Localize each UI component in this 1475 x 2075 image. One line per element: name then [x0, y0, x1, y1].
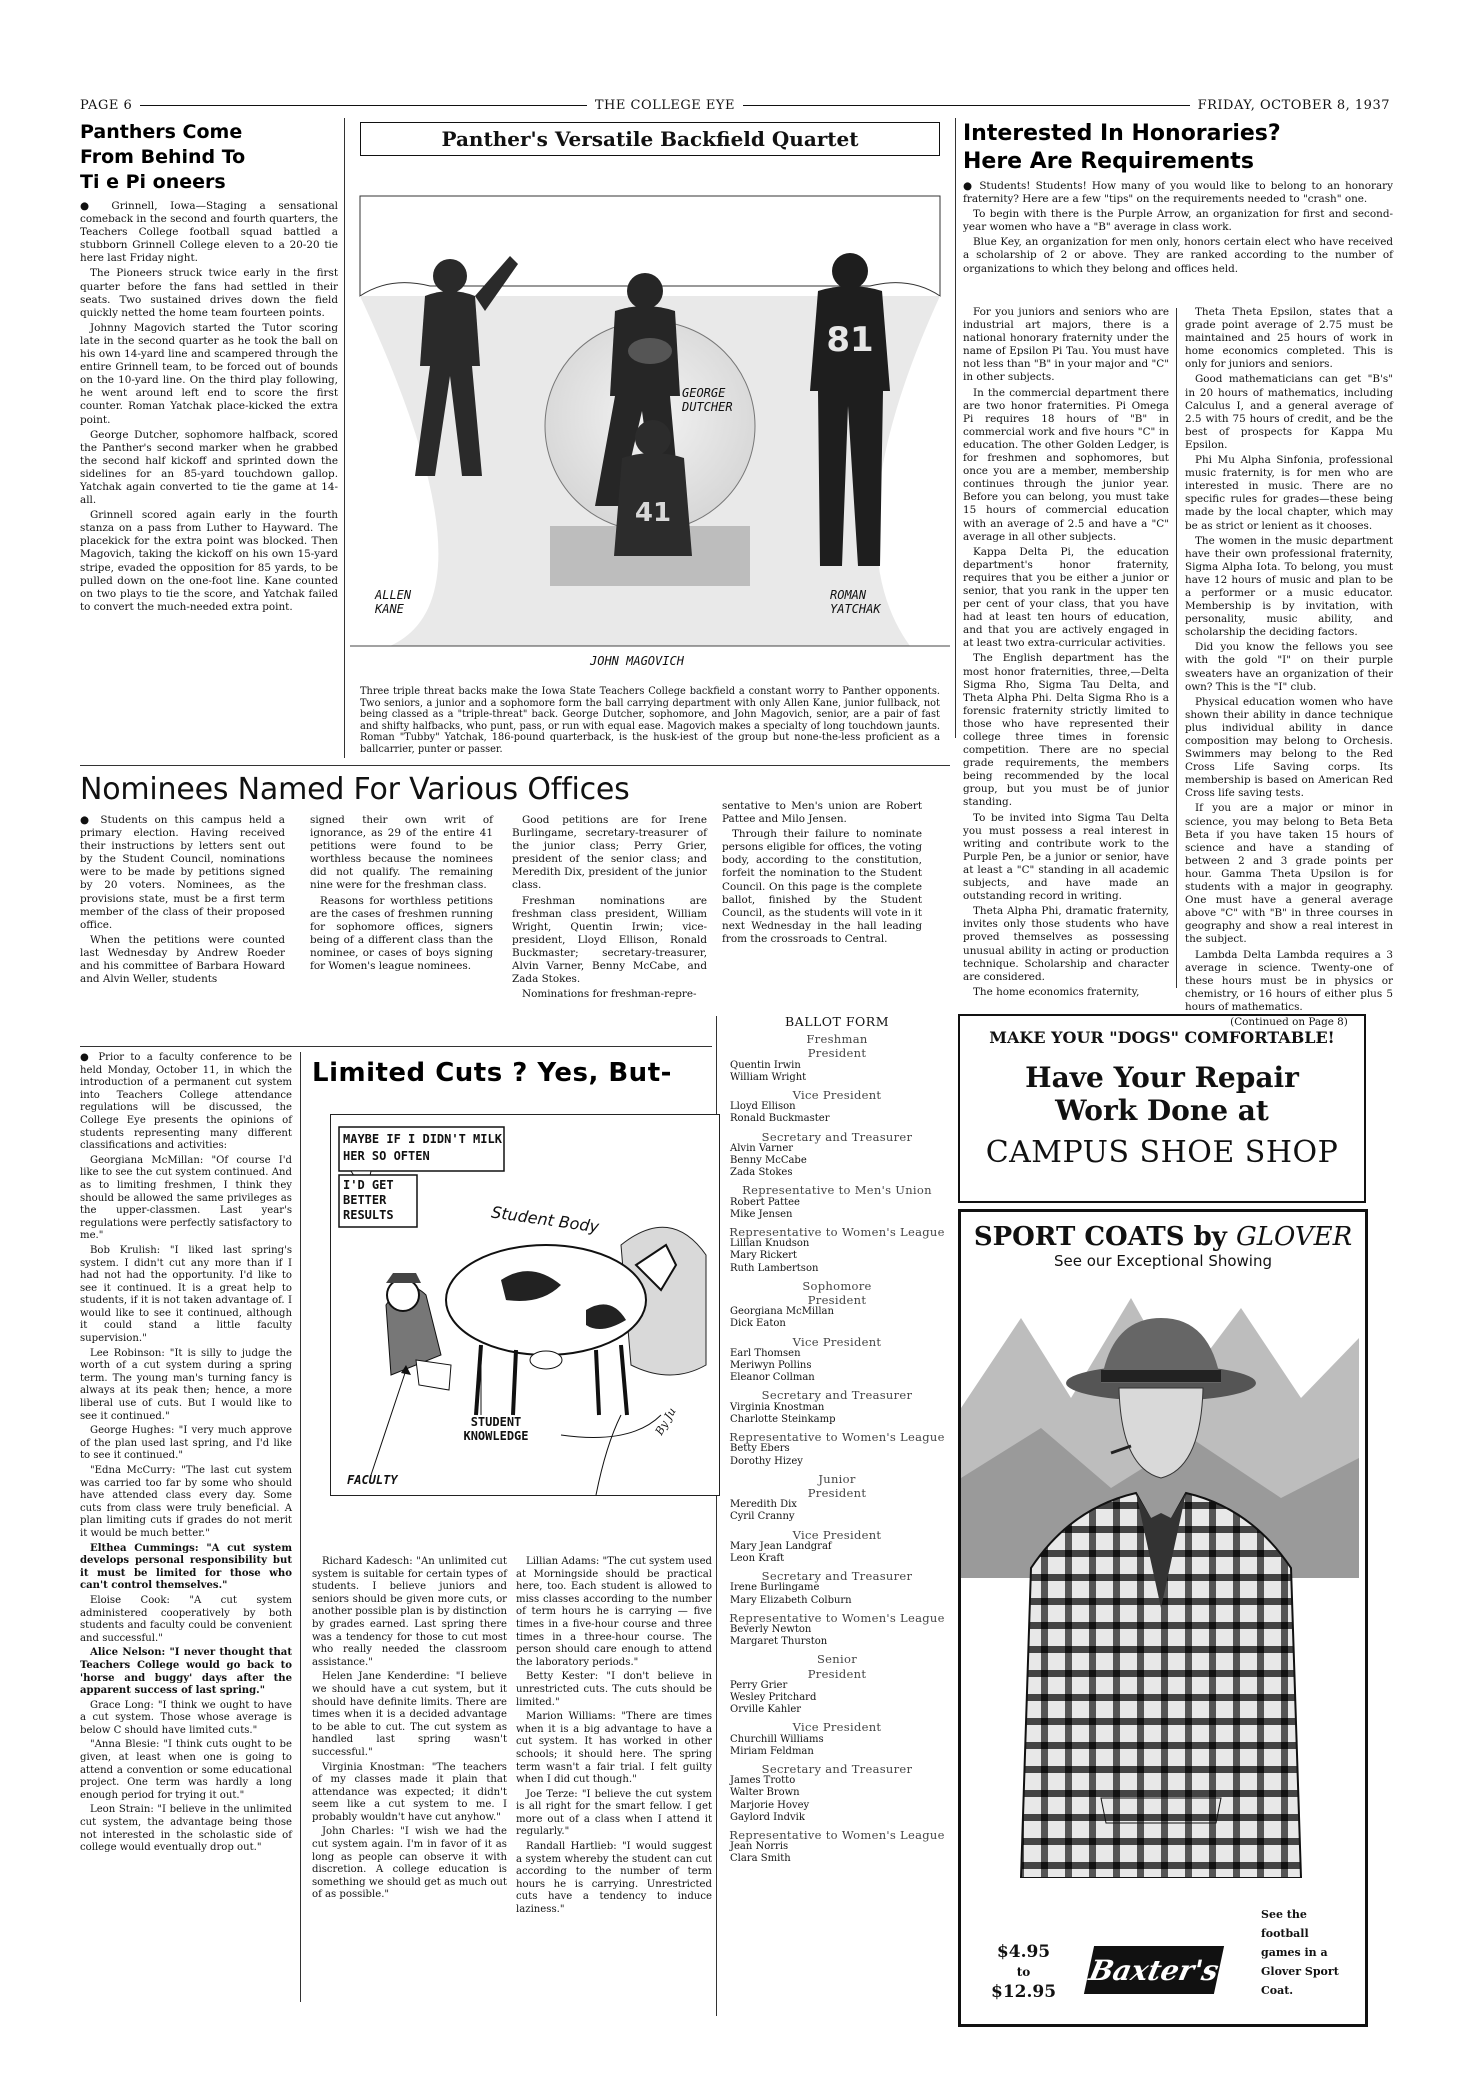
folio-rule [743, 105, 1190, 106]
page-number: PAGE 6 [80, 97, 133, 113]
bullet-icon: ● [963, 180, 980, 192]
cuts-left-col [80, 1052, 292, 1857]
paragraph: The Pioneers struck twice early in the first quarter before the fans had settled in their seats. Two sustained drives down the field quickly netted the home team fourteen points. [80, 267, 338, 319]
ballot-candidate: Clara Smith [730, 1853, 791, 1865]
cartoon-cow-label: Student Body [490, 1202, 601, 1237]
paragraph: To be invited into Sigma Tau Delta you must possess a real interest in writing and contribute work to the Purple Pen, be a junior or senior, have at least a "C" standing in all academic subjects, and have made an outstanding record in writing. [963, 811, 1169, 903]
ballot-title: BALLOT FORM [784, 1014, 889, 1029]
paragraph: Physical education women who have shown their ability in dance technique plus individual ability in dance composition may belong to Orchesis. Swimmers may belong to the Red Cross Life Saving corps. Its membership is based on American Red Cross life saving tests. [1185, 695, 1393, 800]
ballot-office-heading: Vice President [792, 1720, 882, 1735]
coats-price [991, 1942, 1056, 2002]
ballot-candidate: Mary Rickert [730, 1250, 797, 1262]
ballot-candidate: Orville Kahler [730, 1704, 802, 1716]
nominees-col4 [722, 800, 922, 948]
paper-name: THE COLLEGE EYE [594, 97, 735, 113]
paragraph: Good mathematicians can get "B's" in 20 hours of mathematics, including Calculus I, and a general average of 2.5 with 75 hours of credit, and be the best of prospects for Kappa Mu Epsilon. [1185, 373, 1393, 451]
paragraph: Richard Kadesch: "An unlimited cut system is suitable for certain types of students. I believe juniors and seniors should be given more cuts, or another possible plan is by distinction by grades earned. Last spring there was a tendency for those to cut most who really needed the classroom assistance." [312, 1556, 507, 1668]
paragraph: signed their own writ of ignorance, as 29 of the entire 41 petitions were found to be worthless because the nominees did not qualify. The remaining nine were for the freshman class. [310, 814, 493, 892]
baxters-logo-text: Baxter's [1086, 1953, 1222, 1987]
paragraph: Prior to a faculty conference to be held Monday, October 11, in which the introduction of a permanent cut system into Teachers College attendance regulations will be discussed, the College Eye presents the opinions of students representing many different classifications and activities: [80, 1052, 292, 1152]
headline-line: Ti e Pi oneers [80, 171, 226, 193]
ballot-candidate: Meriwyn Pollins [730, 1360, 812, 1372]
paragraph: Georgiana McMillan: "Of course I'd like to see the cut system continued. And as to limiting freshmen, I think they should be allowed the same privileges as the upper-classmen. Last year's regulations were perfectly satisfactory to me." [80, 1154, 292, 1242]
paragraph: The women in the music department have their own professional fraternity, Sigma Alpha Iota. To belong, you must have 12 hours of music and plan to be a performer or a music educator. Membership is by invitation, with personality, music ability, and scholarship the deciding factors. [1185, 534, 1393, 639]
ballot-candidate: Ruth Lambertson [730, 1262, 819, 1274]
ballot-office-heading: President [807, 1293, 867, 1308]
coat-illustration [961, 1278, 1359, 1878]
panthers-headline [80, 120, 338, 195]
paragraph: Marion Williams: "There are times when it is a big advantage to have a cut system. It has worked in other schools; it should here. The spring term wasn't a fair trial. I felt guilty when I did cut though." [516, 1711, 712, 1786]
ballot-office-heading: Representative to Women's League [729, 1430, 945, 1445]
ballot-candidate: Irene Burlingame [730, 1582, 820, 1594]
bullet-icon: ● [80, 200, 112, 212]
ballot-candidate: Cyril Cranny [730, 1511, 795, 1523]
baxters-logo [1084, 1946, 1224, 1994]
ballot-office-heading: Secretary and Treasurer [761, 1129, 913, 1144]
ballot-candidate: Walter Brown [730, 1787, 800, 1799]
ballot-candidate: Perry Grier [730, 1679, 788, 1691]
ballot-class-heading: Freshman [806, 1032, 868, 1047]
paragraph: Blue Key, an organization for men only, honors certain elect who have received a scholarship of 2 or above. They are ranked according to the number of organizations to which they belong and offices held. [963, 236, 1393, 275]
paragraph: Freshman nominations are freshman class president, William Wright, Quentin Irwin; vice-president, Lloyd Ellison, Ronald Buckmaster; secretary-treasurer, Alvin Varner, Benny McCabe, and Zada Stokes. [512, 894, 707, 986]
coats-title-text: SPORT COATS by [973, 1222, 1236, 1252]
paragraph: Good petitions are for Irene Burlingame, secretary-treasurer of the junior class; Perry Grier, president of the senior class; and Meredith Dix, president of the junior class. [512, 814, 707, 892]
ballot-candidate: Zada Stokes [730, 1167, 793, 1179]
paragraph: Did you know the fellows you see with the gold "I" on their purple sweaters have an organization of their own? This is the "I" club. [1185, 641, 1393, 693]
ballot-candidate: Quentin Irwin [730, 1059, 801, 1071]
paragraph: George Hughes: "I very much approve of the plan used last spring, and I'd like to see it continued." [80, 1425, 292, 1462]
ballot-candidate: Robert Pattee [730, 1196, 800, 1208]
paragraph: Theta Alpha Phi, dramatic fraternity, invites only those students who have proved themselves as possessing unusual ability in acting or production technique. Scholarship and character are considered. [963, 905, 1169, 983]
ballot-office-heading: Secretary and Treasurer [761, 1569, 913, 1584]
bullet-icon: ● [80, 814, 101, 826]
paragraph: "Edna McCurry: "The last cut system was carried too far by some who should have attended class every day. Some cuts from class were truly beneficial. A plan limiting cuts if grades do not merit it would be much better." [80, 1465, 292, 1539]
paragraph: Nominations for freshman-repre- [522, 988, 697, 1001]
paragraph: Randall Hartlieb: "I would suggest a system whereby the student can cut according to the number of term hours he is carrying. Unrestricted cuts have a tendency to induce laziness." [516, 1841, 712, 1916]
ballot-candidate: Marjorie Hovey [730, 1799, 810, 1811]
paragraph: Grace Long: "I think we ought to have a cut system. Those whose average is below C should have limited cuts." [80, 1699, 292, 1736]
ballot-groups [722, 1033, 952, 1865]
paragraph: Elthea Cummings: "A cut system develops personal responsibility but it must be limited for those who can't control themselves." [80, 1542, 292, 1592]
ballot-office-heading: Representative to Women's League [729, 1827, 945, 1842]
ballot-candidate: Alvin Varner [730, 1142, 794, 1154]
ballot-candidate: Margaret Thurston [730, 1636, 828, 1648]
cartoon-balloon-2: I'D GET BETTER RESULTS [343, 1178, 394, 1222]
continued-note: (Continued on Page 8) [1230, 1015, 1348, 1028]
coats-title [961, 1222, 1365, 1252]
section-rule [80, 765, 950, 766]
ballot-candidate: William Wright [730, 1071, 807, 1083]
paragraph: Johnny Magovich started the Tutor scoring late in the second quarter as he took the ball on his own 14-yard line and scampered through the entire Grinnell team, to be forced out of bounds on the 10-yard line. On the third play following, he went around left end to score the first counter. Roman Yatchak place-kicked the extra point. [80, 321, 338, 426]
paragraph: John Charles: "I wish we had the cut system again. I'm in favor of it as long as people can observe it with discretion. A college education is something we should get as much out of as possible." [312, 1826, 507, 1901]
honoraries-col1 [963, 306, 1169, 1001]
folio-rule [140, 105, 587, 106]
page-folio [80, 98, 1390, 112]
ballot-candidate: Churchill Williams [730, 1733, 824, 1745]
paragraph: Grinnell scored again early in the fourth stanza on a pass from Luther to Hayward. The placekick for the extra point was blocked. Then Magovich, taking the kickoff on his own 15-yard stripe, evaded the opposition for 85 yards, to be pulled down on the one-foot line. Kane counted on two plays to tie the score, and Yatchak failed to convert the much-needed extra point. [80, 509, 338, 613]
paragraph: To begin with there is the Purple Arrow, an organization for first and second-year women who have a "B" average in class work. [963, 208, 1393, 234]
cartoon-man-label: FACULTY [347, 1473, 398, 1487]
paragraph: Eloise Cook: "A cut system administered cooperatively by both students and faculty could be convenient and successful." [80, 1594, 292, 1644]
backfield-title-box [360, 122, 940, 156]
ballot-candidate: Mary Elizabeth Colburn [730, 1594, 852, 1606]
sport-coats-ad [958, 1209, 1368, 2027]
coats-subtitle: See our Exceptional Showing [1054, 1252, 1272, 1270]
paragraph: Grinnell, Iowa—Staging a sensational comeback in the second and fourth quarters, the Teachers College football squad battled a stubborn Grinnell College eleven to a 20-20 tie here last Friday night. [80, 200, 338, 265]
label-dutcher: GEORGE DUTCHER [682, 386, 733, 414]
honoraries-headline [963, 120, 1393, 176]
price-high: $12.95 [991, 1982, 1057, 2002]
ballot-candidate: Meredith Dix [730, 1499, 797, 1511]
paragraph: Betty Kester: "I don't believe in unrestricted cuts. The cuts should be limited." [516, 1671, 712, 1708]
ballot-office-heading: President [807, 1666, 867, 1681]
ballot-candidate: Lillian Knudson [730, 1238, 810, 1250]
ad-line-3: Work Done at [1055, 1094, 1269, 1127]
paragraph: Reasons for worthless petitions are the cases of freshmen running for sophomore offices, signers being of a different class than the nominee, or cases of boys signing for Women's league nominees. [310, 894, 493, 973]
paragraph: Through their failure to nominate persons eligible for offices, the voting body, according to the constitution, forfeit the nomination to the Student Council. On this page is the complete ballot, finished by the Student Council, as the students will vote in it next Wednesday in the hall leading from the crossroads to Central. [722, 828, 922, 945]
coats-tagline: See the football games in a Glover Sport Coat. [1261, 1908, 1339, 1997]
ballot-office-heading: Representative to Women's League [729, 1225, 945, 1240]
ballot-candidate: Dick Eaton [730, 1318, 786, 1330]
paragraph: Kappa Delta Pi, the education department's honor fraternity, requires that you be either a junior or senior, that you rank in the upper ten per cent of your class, that you have had at least ten hours of education, and that you are actively engaged in at least two extra-curricular activities. [963, 545, 1169, 650]
ballot-candidate: Lloyd Ellison [730, 1101, 796, 1113]
ballot-candidate: Georgiana McMillan [730, 1306, 834, 1318]
nominees-col2 [310, 814, 493, 975]
headline-line: Panthers Come [80, 121, 243, 143]
ballot-candidate: Betty Ebers [730, 1443, 790, 1455]
cuts-article [80, 1052, 712, 2012]
ballot-candidate: Charlotte Steinkamp [730, 1413, 836, 1425]
nominees-col3 [512, 814, 707, 1003]
paragraph: The English department has the most honor fraternities, three,—Delta Sigma Rho, Sigma Tau Delta, and Theta Alpha Phi. Delta Sigma Rho is a forensic fraternity strictly limited to those who have represented their college three times in forensic competition. There are no special grade requirements, the members being recommended by the local group, but you must be of junior standing. [963, 652, 1169, 809]
paragraph: Theta Theta Epsilon, states that a grade point average of 2.75 must be maintained and 25 hours of work in home economics completed. This is only for juniors and seniors. [1185, 306, 1393, 371]
paragraph: Alice Nelson: "I never thought that Teachers College would go back to 'horse and buggy' days after the apparent success of last spring." [80, 1647, 292, 1697]
issue-date: FRIDAY, OCTOBER 8, 1937 [1197, 97, 1390, 113]
ballot-candidate: Ronald Buckmaster [730, 1113, 830, 1125]
paragraph: Students! Students! How many of you would like to belong to an honorary fraternity? Here are a few "tips" on the requirements needed to "crash" one. [963, 180, 1393, 206]
ballot-class-heading: Junior [818, 1471, 856, 1486]
paragraph: Leon Strain: "I believe in the unlimited cut system, the advantage being those not interested in the scholastic side of college would eventually drop out." [80, 1804, 292, 1854]
ballot-candidate: Gaylord Indvik [730, 1811, 805, 1823]
ballot-office-heading: Secretary and Treasurer [761, 1388, 913, 1403]
paragraph: Students on this campus held a primary election. Having received their instructions by letters sent out by the Student Council, nominations were to be made by petitions signed by 20 voters. Nominees, as the provisions state, must be a first term member of the class of their proposed office. [80, 814, 285, 931]
cartoon-pail-label: STUDENT KNOWLEDGE [463, 1415, 529, 1443]
honoraries-intro [963, 180, 1393, 276]
panthers-article [80, 120, 338, 760]
ballot-office-heading: Vice President [792, 1088, 882, 1103]
honoraries-col2 [1185, 306, 1393, 1029]
honoraries-article [963, 120, 1393, 1028]
ballot-candidate: Eleanor Collman [730, 1372, 815, 1384]
ballot-candidate: Earl Thomsen [730, 1347, 801, 1359]
paragraph: Bob Krulish: "I liked last spring's system. I didn't cut any more than if I had not had the opportunity. I'd like to see it continued. It is a great help to students, if it is not taken advantage of. I would like to see it continued, although it could stand a little faculty supervision." [80, 1244, 292, 1345]
paragraph: Joe Terze: "I believe the cut system is all right for the smart fellow. I get more out of a class when I attend it regularly." [516, 1788, 712, 1838]
ballot-candidate: Benny McCabe [730, 1155, 807, 1167]
section-rule [80, 1046, 712, 1047]
ballot-candidate: Beverly Newton [730, 1623, 812, 1635]
column-rule [955, 118, 956, 738]
paragraph: Lambda Delta Lambda requires a 3 average in science. Twenty-one of these hours must be in physics or chemistry, or 16 hours of either plus 5 hours of mathematics. [1185, 948, 1393, 1013]
cartoon-balloon-1: MAYBE IF I DIDN'T MILK HER SO OFTEN [343, 1132, 502, 1163]
label-yatchak: ROMAN YATCHAK [830, 588, 881, 616]
paragraph: In the commercial department there are two honor fraternities. Pi Omega Pi requires 18 hours of "B" in commercial work and five hours "C" in education. The other Golden Ledger, is for freshmen and sophomores, but once you are a member, membership continues through the junior year. Before you can belong, you must take 15 hours of commercial education with an average of 2.5 and have a "C" average in all other subjects. [963, 386, 1169, 543]
bullet-icon: ● [80, 1052, 99, 1063]
column-rule [344, 118, 345, 758]
headline-line: From Behind To [80, 146, 246, 168]
price-low: $4.95 [996, 1942, 1051, 1962]
ballot-office-heading: Representative to Women's League [729, 1610, 945, 1625]
ballot-candidate: Virginia Knostman [730, 1401, 825, 1413]
headline-line: Interested In Honoraries? [963, 121, 1281, 146]
column-rule [300, 1052, 301, 2002]
nominees-col1 [80, 814, 285, 988]
paragraph: If you are a major or minor in science, you may belong to Beta Beta Beta if you have taken 15 hours of science and have a standing of between 2 and 3 grade points per hour. Gamma Theta Upsilon is for students with a major in geography. One must have a general average above "C" with "B" in three courses in geography and show a real interest in the subject. [1185, 802, 1393, 946]
paragraph: Helen Jane Kenderdine: "I believe we should have a cut system, but it should have definite limits. There are times when it is a decided advantage to be able to cut. The cut system as handled last spring wasn't successful." [312, 1671, 507, 1758]
paragraph: George Dutcher, sophomore halfback, scored the Panther's second marker when he grabbed the second half kickoff and sprinted down the sidelines for an 85-yard touchdown gallop. Yatchak again converted to tie the game at 14-all. [80, 428, 338, 507]
shoe-shop-ad [958, 1014, 1366, 1203]
paragraph: For you juniors and seniors who are industrial art majors, there is a national honorary fraternity under the name of Epsilon Pi Tau. You must have not less than "B" in your major and "C" in other subjects. [963, 306, 1169, 384]
coats-brand: GLOVER [1235, 1222, 1353, 1252]
paragraph: Lee Robinson: "It is silly to judge the worth of a cut system during a spring term. The young man's turning fancy is always at its peak then; hence, a more liberal use of cuts. But I would like to see it continued." [80, 1347, 292, 1422]
ad-line-4: CAMPUS SHOE SHOP [985, 1135, 1339, 1170]
paragraph: "Anna Blesie: "I think cuts ought to be given, at least when one is going to attend a convention or some educational project. One term was hardly a long enough period for trying it out." [80, 1739, 292, 1801]
ballot-class-heading: Senior [817, 1652, 857, 1667]
headline-line: Here Are Requirements [963, 149, 1254, 174]
ballot-form [722, 1016, 952, 2016]
backfield-title: Panther's Versatile Backfield Quartet [441, 127, 859, 151]
paragraph: When the petitions were counted last Wednesday by Andrew Roeder and his committee of Barbara Howard and Alvin Weller, students [80, 933, 285, 986]
ballot-candidate: Wesley Pritchard [730, 1691, 817, 1703]
nominees-headline: Nominees Named For Various Offices [80, 772, 630, 807]
ad-line-2: Have Your Repair [1025, 1061, 1299, 1094]
svg-text:41: 41 [634, 498, 672, 528]
cuts-cartoon [330, 1114, 720, 1496]
ballot-class-heading: Sophomore [802, 1278, 872, 1293]
ballot-candidate: Dorothy Hizey [730, 1455, 803, 1467]
cuts-right-col [516, 1556, 712, 1919]
price-to: to [1016, 1965, 1031, 1979]
backfield-caption: Three triple threat backs make the Iowa State Teachers College backfield a constant worry to Panther opponents. Two seniors, a junior and a sophomore form the ball carrying department with only Allen Kane, junior fullback, not being classed as a "triple-threat" back. George Dutcher, sophomore, and John Magovich, senior, are a pair of fast and shifty halfbacks, who punt, pass, or run with equal ease. Magovich makes a specialty of long touchdown jaunts. Roman "Tubby" Yatchak, 186-pound quarterback, is the husk-iest of the group but none-the-less proficient as a ballcarrier, punter or passer. [360, 686, 940, 755]
ballot-office-heading: President [807, 1485, 867, 1500]
ballot-office-heading: Secretary and Treasurer [761, 1761, 913, 1776]
backfield-feature [350, 118, 950, 758]
ballot-office-heading: Vice President [792, 1527, 882, 1542]
ballot-candidate: Miriam Feldman [730, 1745, 814, 1757]
paragraph: The home economics fraternity, [973, 985, 1140, 998]
label-kane: ALLEN KANE [375, 588, 412, 616]
label-magovich: JOHN MAGOVICH [590, 654, 684, 668]
panthers-body [80, 200, 338, 614]
ad-line-1: MAKE YOUR "DOGS" COMFORTABLE! [989, 1028, 1335, 1047]
ballot-candidate: Jean Norris [730, 1841, 789, 1853]
ballot-office-heading: President [807, 1046, 867, 1061]
paragraph: sentative to Men's union are Robert Pattee and Milo Jensen. [722, 800, 922, 826]
svg-text:81: 81 [826, 320, 874, 360]
ballot-candidate: James Trotto [730, 1775, 796, 1787]
paragraph: Virginia Knostman: "The teachers of my classes made it plain that attendance was expected; it didn't seem like a cut system to me. I probably wouldn't have cut anyhow." [312, 1761, 507, 1823]
nominees-article [80, 772, 950, 1032]
paragraph: Phi Mu Alpha Sinfonia, professional music fraternity, is for men who are interested in music. There are no specific rules for grades—these being made by the local chapter, which may be as strict or lenient as it chooses. [1185, 454, 1393, 532]
ballot-office-heading: Vice President [792, 1334, 882, 1349]
ballot-candidate: Mary Jean Landgraf [730, 1540, 832, 1552]
paragraph: Lillian Adams: "The cut system used at Morningside should be practical here, too. Each student is allowed to miss classes according to the number of term hours he is carrying — five times in a five-hour course and three times in a three-hour course. The person should care enough to attend the laboratory periods." [516, 1556, 712, 1668]
column-rule [1176, 308, 1177, 988]
cuts-headline: Limited Cuts ? Yes, But- [312, 1058, 672, 1088]
backfield-photo [350, 176, 950, 684]
cuts-mid-col [312, 1556, 507, 1904]
ballot-candidate: Mike Jensen [730, 1208, 793, 1220]
ballot-office-heading: Representative to Men's Union [742, 1183, 932, 1198]
ballot-candidate: Leon Kraft [730, 1552, 785, 1564]
cartoon-signature: By Ju [652, 1405, 679, 1438]
